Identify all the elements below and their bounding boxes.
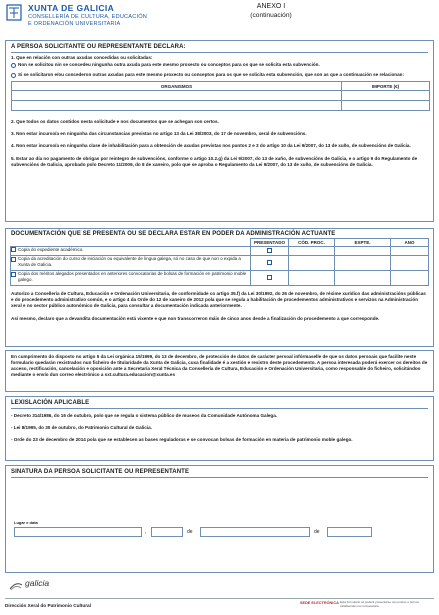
ano-input[interactable] <box>391 271 429 286</box>
legislation-item: - Decreto 314/1986, do 16 de outubro, polo que se regula o sistema público de museos da Comunidade Autónoma Galega. <box>11 413 278 418</box>
presentado-checkbox[interactable] <box>267 275 272 280</box>
logo-name: XUNTA DE GALICIA <box>28 3 115 13</box>
legislation-item: - Lei 8/1995, do 30 de outubro, do Patrimonio Cultural de Galicia. <box>11 425 152 431</box>
table-row <box>11 247 429 256</box>
place-input[interactable] <box>14 527 142 537</box>
doc-checkbox[interactable] <box>11 272 16 277</box>
table-row <box>11 256 429 271</box>
documentation-title: DOCUMENTACIÓN QUE SE PRESENTA OU SE DECLARA ESTAR EN PODER DA ADMINISTRACIÓN ACTUANTE <box>11 231 336 237</box>
importe-input[interactable] <box>342 91 430 101</box>
option-no-other-aid <box>6 62 433 68</box>
table-row <box>12 91 430 101</box>
doc-row-label <box>11 271 251 286</box>
footer-divider <box>5 598 434 599</box>
doc-checkbox[interactable] <box>11 247 16 252</box>
presentado-cell <box>251 271 289 286</box>
organismo-input[interactable] <box>12 91 342 101</box>
year-input[interactable] <box>327 527 372 537</box>
de-separator: de <box>314 529 320 535</box>
comma-separator: , <box>145 529 147 535</box>
declaration-item-2: 2. Que todos os datos contidos nesta solicitude e nos documentos que se achegan son certos. <box>11 119 219 125</box>
expte-input[interactable] <box>335 247 391 256</box>
legislation-title: LEXISLACIÓN APLICABLE <box>11 400 90 406</box>
de-separator: de <box>187 529 193 535</box>
ano-input[interactable] <box>391 256 429 271</box>
expte-input[interactable] <box>335 271 391 286</box>
expte-input[interactable] <box>335 256 391 271</box>
declaration-item-3: 3. Non estar incurso/a en ningunha das circunstancias previstas no artigo 13 da Lei 38/2003, do 17 de novembro, xeral de subvencións. <box>11 131 307 137</box>
declaration-item-1: 1. Que en relación con outras axudas concedidas ou solicitadas: <box>11 55 153 60</box>
privacy-text: En cumprimento do disposto no artigo 5 da Lei orgánica 15/1999, do 13 de decembro, de protección de datos de carácter persoal infórmaselle de que os datos persoais que facilite neste formulario quedarán rexistrados nun ficheiro de titularidade da Xunta de Galicia, cuxa finalidade é a xestión e rexistro deste procedemento. A persoa interesada poderá exercer os dereitos de acceso, rectificación, cancelación e oposición ante a Secretaría Xeral Técnica da Consellería de Cultura, Educación e Ordenación Universitaria, como responsable do ficheiro, solicitándoo mediante o envío dun correo electrónico a sxt.cultura.educacion@xunta.es <box>11 354 428 378</box>
galicia-logo <box>9 578 79 592</box>
privacy-section <box>5 350 434 392</box>
month-input[interactable] <box>200 527 310 537</box>
declaration-section <box>5 40 434 222</box>
presentado-cell <box>251 256 289 271</box>
anexo-title: ANEXO I <box>256 3 286 10</box>
galicia-mark-icon <box>9 580 23 591</box>
col-presentado: PRESENTADO <box>251 239 289 247</box>
col-organismos: ORGANISMOS <box>12 82 342 91</box>
presentado-cell <box>251 247 289 256</box>
documentation-table <box>10 238 429 286</box>
cod-proc-input[interactable] <box>289 247 335 256</box>
divider <box>11 52 428 53</box>
page-header <box>6 3 434 31</box>
declaration-title: A PERSOA SOLICITANTE OU REPRESENTANTE DECLARA: <box>11 44 186 50</box>
doc-row-label <box>11 256 251 271</box>
asi-mesmo-text: Así mesmo, declaro que a devandita documentación está vixente e que non transcorreron máis de cinco anos desde a finalización do procedemento a que corresponde. <box>11 316 380 321</box>
col-ano: ANO <box>391 239 429 247</box>
col-cod-proc: CÓD. PROC. <box>289 239 335 247</box>
sede-electronica-logo: SEDE ELECTRÓNICA <box>300 601 339 605</box>
option-other-aid <box>6 72 433 78</box>
doc-row-text: Copia da acreditación do curso de iniciación ou equivalente de lingua galega, só no caso de que non o expida a Xunta de Galicia. <box>18 256 241 267</box>
presentado-checkbox[interactable] <box>267 248 272 253</box>
col-expte: EXPTE. <box>335 239 391 247</box>
place-date-label: Lugar e data <box>14 520 38 525</box>
place-date-fields <box>14 527 430 537</box>
documentation-section <box>5 228 434 347</box>
xunta-logo-icon <box>6 4 22 21</box>
divider <box>11 477 428 478</box>
table-row <box>12 101 430 111</box>
aid-table <box>11 81 430 111</box>
logo-subtitle-1: CONSELLERÍA DE CULTURA, EDUCACIÓN <box>28 14 148 20</box>
footer-department: Dirección Xeral do Patrimonio Cultural <box>5 603 91 608</box>
doc-row-text: Copia do expediente académico. <box>18 247 84 252</box>
autorizo-text: Autorizo a Consellería de Cultura, Educación e Ordenación Universitaria, de conformidade co artigo 35.f) da Lei 30/1992, do 26 de novembro, de réxime xurídico das administracións públicas e do procedemento administrativo común, e o artigo 4 da Orde do 12 de xaneiro de 2012 pola que se regula a habilitación de procedementos administrativos e servizos na Administración xeral e no sector público autonómico de Galicia, para consultar a documentación indicada anteriormente. <box>11 291 426 309</box>
declaration-item-4: 4. Non estar incurso/a en ningunha clase de inhabilitación para a obtención de axudas previstas nos puntos 2 e 3 do artigo 10 da Lei 9/2007, do 13 de xuño, de subvencións de Galicia. <box>11 143 411 149</box>
radio-no-other-aid[interactable] <box>11 63 16 68</box>
presentado-checkbox[interactable] <box>267 260 272 265</box>
doc-row-text: Copia dos méritos alegados presentados en anteriores convocatorias de bolsas de formación en patrimonio moble galego. <box>18 271 247 282</box>
logo-subtitle-2: E ORDENACIÓN UNIVERSITARIA <box>28 21 121 27</box>
galicia-logo-text: galicia <box>25 578 50 588</box>
legislation-section <box>5 396 434 461</box>
doc-row-label <box>11 247 251 256</box>
day-input[interactable] <box>151 527 183 537</box>
legislation-item: - Orde do 23 de decembro de 2014 pola que se establecen as bases reguladoras e se convocan bolsas de formación en materia de patrimonio moble galego. <box>11 437 353 443</box>
signature-title: SINATURA DA PERSOA SOLICITANTE OU REPRESENTANTE <box>11 469 190 475</box>
importe-input[interactable] <box>342 101 430 111</box>
col-empty <box>11 239 251 247</box>
signature-section <box>5 465 434 573</box>
radio-other-aid[interactable] <box>11 73 16 78</box>
table-row <box>11 271 429 286</box>
footer-note: Esta formulario só poderá presentarse nos prazos e termos establecidos na convocatoria <box>340 600 420 608</box>
organismo-input[interactable] <box>12 101 342 111</box>
option-yes-label: Si se solicitaron e/ou concederon outras axudas para este mesmo proxecto ou conceptos para os que se solicita esta subvención, que son as que a continuación se relacionan: <box>18 72 404 78</box>
declaration-item-5: 5. Estar ao día no pagamento de obrigas por reintegro de subvencións, conforme o artigo 10.2.g) da Lei 9/2007, do 13 de xuño, de subvencións de Galicia, e o artigo 9 do Regulamento de subvencións de Galicia, aprobado polo Decreto 11/2009, do 8 de xaneiro, polo que se aproba o Regulamento da Lei 9/2007, do 13 de xuño, de subvencións de Galicia. <box>11 155 418 167</box>
cod-proc-input[interactable] <box>289 256 335 271</box>
anexo-subtitle: (continuación) <box>250 12 292 19</box>
doc-checkbox[interactable] <box>11 257 16 262</box>
ano-input[interactable] <box>391 247 429 256</box>
cod-proc-input[interactable] <box>289 271 335 286</box>
col-importe: IMPORTE (€) <box>342 82 430 91</box>
divider <box>11 408 428 409</box>
option-no-label: Non se solicitou nin se concedeu ningunha outra axuda para este mesmo proxecto ou conceptos para os que se solicita esta subvención. <box>18 62 320 68</box>
